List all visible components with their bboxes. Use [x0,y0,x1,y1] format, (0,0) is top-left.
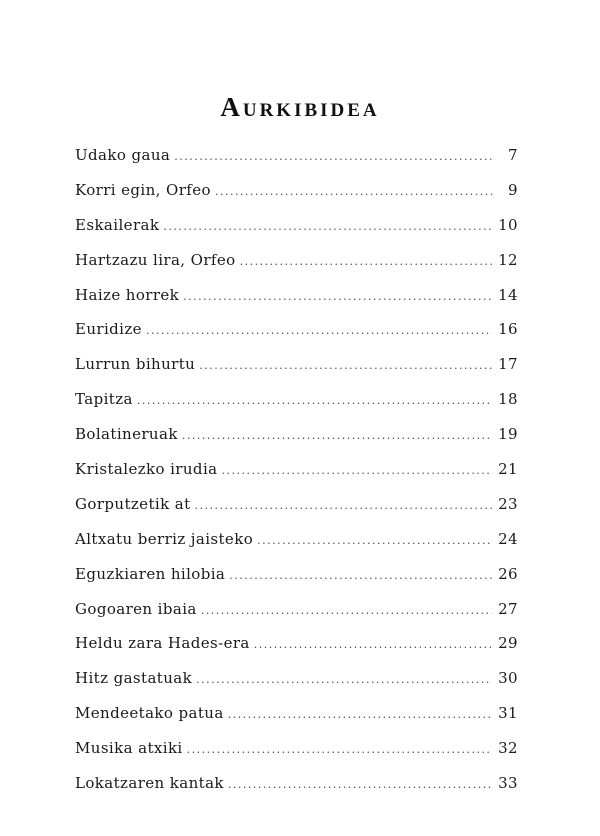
toc-entry [75,704,518,739]
toc-entry [75,460,518,495]
toc-page-number: 26 [498,564,518,583]
toc-entry [75,286,518,321]
toc-page-number: 33 [498,774,518,793]
dot-leader [183,290,492,303]
dot-leader [240,255,493,268]
toc-entry [75,216,518,251]
toc-entry [75,600,518,635]
toc-entry [75,181,518,216]
dot-leader [228,778,492,791]
toc-page-number: 17 [498,355,518,374]
toc-page-number: 10 [498,215,518,234]
toc-entry [75,425,518,460]
dot-leader [215,185,494,198]
toc-entry [75,530,518,565]
dot-leader [174,150,494,163]
toc-page-number: 32 [498,739,518,758]
dot-leader [182,429,492,442]
toc-entry-title: Euridize [75,320,142,339]
toc-entry [75,320,518,355]
dot-leader [146,324,492,337]
dot-leader [195,499,493,512]
toc-entry [75,774,518,809]
dot-leader [196,673,492,686]
toc-entry [75,634,518,669]
dot-leader [221,464,492,477]
toc-page-number: 19 [498,425,518,444]
dot-leader [137,394,492,407]
toc-page-number: 12 [498,250,518,269]
toc-heading: Aurkibidea [220,92,380,122]
toc-page-number: 14 [498,285,518,304]
toc-entry [75,251,518,286]
toc-entry-title: Kristalezko irudia [75,460,218,479]
toc-entry-title: Gorputzetik at [75,494,191,513]
toc-entry [75,739,518,774]
toc-page-number: 31 [498,704,518,723]
dot-leader [201,604,492,617]
dot-leader [187,743,492,756]
toc-page-number: 9 [508,180,518,199]
toc-page-number: 16 [498,320,518,339]
dot-leader [229,569,492,582]
dot-leader [257,534,492,547]
toc-entry-title: Heldu zara Hades-era [75,634,250,653]
toc-entry [75,565,518,600]
toc-entry-title: Haize horrek [75,285,180,304]
toc-entry-title: Altxatu berriz jaisteko [75,529,254,548]
toc-page-number: 23 [498,494,518,513]
dot-leader [199,359,492,372]
toc-page-number: 24 [498,529,518,548]
toc-entry-title: Lokatzaren kantak [75,774,224,793]
toc-entry-title: Hitz gastatuak [75,669,193,688]
toc-entry [75,669,518,704]
toc-entry [75,146,518,181]
toc-entry [75,495,518,530]
dot-leader [254,638,492,651]
toc-entry-title: Korri egin, Orfeo [75,180,211,199]
toc-entry-title: Eskailerak [75,215,160,234]
toc-entry [75,390,518,425]
toc-entry-title: Udako gaua [75,146,171,164]
toc-entry-title: Musika atxiki [75,739,183,758]
toc-entry-title: Mendeetako patua [75,704,224,723]
toc-entry [75,355,518,390]
toc-entry-title: Tapitza [75,390,133,409]
toc-page-number: 21 [498,460,518,479]
toc-page-number: 30 [498,669,518,688]
dot-leader [228,708,492,721]
dot-leader [163,220,492,233]
toc-page-number: 18 [498,390,518,409]
toc-entry-title: Hartzazu lira, Orfeo [75,250,236,269]
toc-entry-title: Eguzkiaren hilobia [75,564,226,583]
toc-page-number: 27 [498,599,518,618]
toc-page-number: 29 [498,634,518,653]
toc-page-number: 7 [508,146,518,164]
toc-entry-title: Bolatineruak [75,425,178,444]
toc-list [75,146,518,809]
toc-entry-title: Gogoaren ibaia [75,599,197,618]
toc-entry-title: Lurrun bihurtu [75,355,196,374]
